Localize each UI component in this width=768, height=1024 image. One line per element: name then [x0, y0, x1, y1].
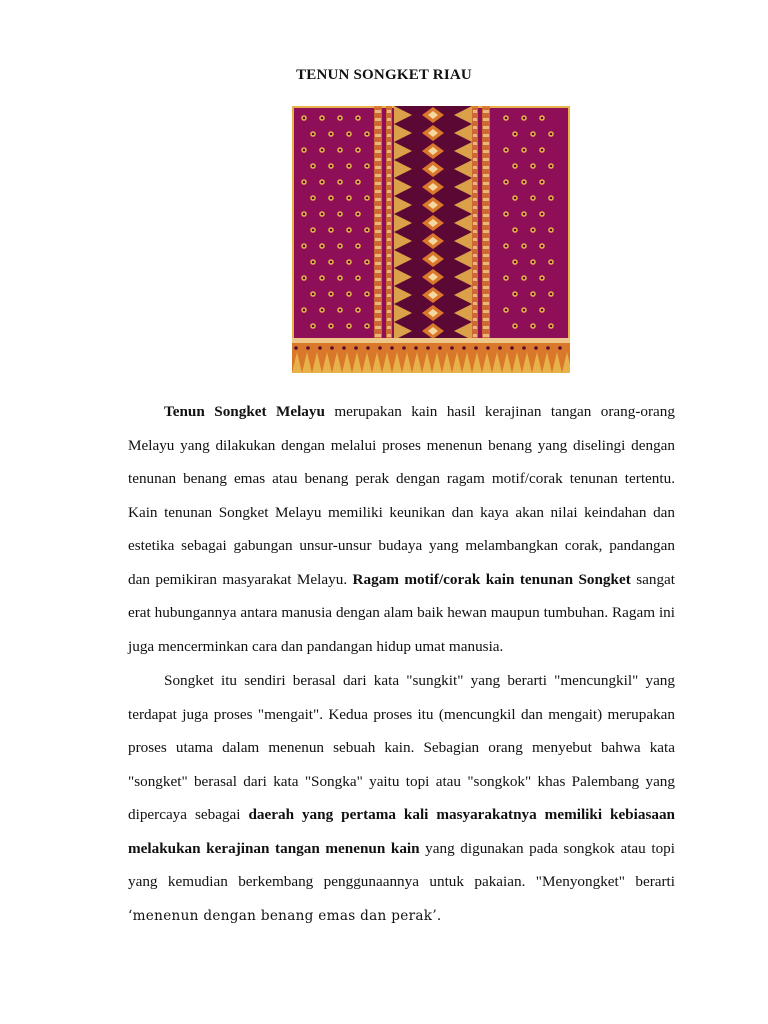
bottom-dot [342, 346, 346, 350]
left-motif-inner [330, 229, 333, 232]
right-motif-inner [550, 293, 553, 296]
band-stitch [473, 206, 477, 209]
paragraph-2-run-3: yang digunakan pada songkok atau topi yang kemudian berkembang penggunaannya untuk pakaian. "Menyongket" berarti [128, 839, 675, 890]
left-motif-inner [321, 309, 324, 312]
band-stitch [387, 270, 391, 273]
band-stitch [483, 110, 489, 113]
band-stitch [473, 190, 477, 193]
right-motif-inner [514, 197, 517, 200]
left-motif-inner [321, 277, 324, 280]
left-motif-inner [312, 293, 315, 296]
band-stitch [483, 150, 489, 153]
band-stitch [473, 286, 477, 289]
band-stitch [375, 198, 381, 201]
band-stitch [473, 230, 477, 233]
band-stitch [483, 238, 489, 241]
paragraph-1-run-4: sangat erat hubungannya antara manusia dengan alam baik hewan maupun tumbuhan. Ragam ini juga mencerminkan cara dan pandangan hidup umat manusia. [128, 570, 676, 655]
left-motif-inner [330, 197, 333, 200]
band-stitch [483, 302, 489, 305]
band-stitch [375, 142, 381, 145]
left-motif-inner [330, 293, 333, 296]
band-stitch [473, 150, 477, 153]
band-stitch [387, 334, 391, 337]
band-stitch [387, 190, 391, 193]
band-stitch [473, 142, 477, 145]
left-motif-inner [348, 229, 351, 232]
paragraph-2-run-4: ‘menenun dengan benang emas dan perak’. [128, 907, 442, 924]
left-motif-inner [330, 165, 333, 168]
right-motif-inner [532, 165, 535, 168]
right-motif-inner [541, 149, 544, 152]
band-stitch [473, 254, 477, 257]
left-motif-inner [348, 197, 351, 200]
band-stitch [375, 150, 381, 153]
band-stitch [375, 262, 381, 265]
left-motif-inner [321, 245, 324, 248]
band-stitch [375, 238, 381, 241]
band-stitch [483, 142, 489, 145]
band-stitch [483, 246, 489, 249]
band-stitch [483, 326, 489, 329]
band-stitch [387, 238, 391, 241]
songket-textile-illustration [292, 106, 570, 373]
band-stitch [375, 182, 381, 185]
right-motif-inner [514, 229, 517, 232]
left-motif-inner [303, 149, 306, 152]
bottom-dot [474, 346, 478, 350]
bottom-dot [318, 346, 322, 350]
bottom-dot [438, 346, 442, 350]
band-stitch [483, 334, 489, 337]
right-motif-inner [532, 261, 535, 264]
band-stitch [473, 270, 477, 273]
band-stitch [387, 246, 391, 249]
band-stitch [387, 150, 391, 153]
paragraph-2-run-2: daerah yang pertama kali masyarakatnya memiliki kebiasaan melakukan kerajinan tangan menenun kain [128, 806, 675, 857]
paragraph-2-run-1: Songket itu sendiri berasal dari kata "sungkit" yang berarti "mencungkil" yang terdapat juga proses "mengait". Kedua proses itu (mencungkil dan mengait) merupakan proses utama dalam menenun sebuah kain. Sebagian orang menyebut bahwa kata "songket" berasal dari kata "Songka" yaitu topi atau "songkok" khas Palembang yang dipercaya sebagai [128, 672, 675, 823]
right-motif-inner [550, 261, 553, 264]
page-title: TENUN SONGKET RIAU [296, 67, 472, 83]
band-stitch [375, 118, 381, 121]
bottom-dot [498, 346, 502, 350]
right-motif-inner [523, 149, 526, 152]
right-motif-inner [505, 277, 508, 280]
right-motif-inner [550, 229, 553, 232]
band-stitch [483, 158, 489, 161]
paragraph-2 [128, 664, 675, 933]
band-stitch [483, 222, 489, 225]
right-motif-inner [523, 181, 526, 184]
band-stitch [483, 318, 489, 321]
band-stitch [375, 334, 381, 337]
left-motif-inner [357, 213, 360, 216]
left-motif-inner [303, 277, 306, 280]
band-stitch [473, 238, 477, 241]
bottom-dot [558, 346, 562, 350]
left-motif-inner [348, 325, 351, 328]
band-stitch [473, 158, 477, 161]
left-motif-inner [366, 133, 369, 136]
bottom-dot [486, 346, 490, 350]
band-stitch [387, 198, 391, 201]
band-stitch [387, 110, 391, 113]
band-stitch [473, 302, 477, 305]
right-motif-inner [514, 165, 517, 168]
band-stitch [387, 214, 391, 217]
band-stitch [483, 126, 489, 129]
bottom-dot [354, 346, 358, 350]
band-stitch [473, 334, 477, 337]
band-stitch [483, 270, 489, 273]
band-stitch [375, 302, 381, 305]
band-stitch [375, 214, 381, 217]
band-stitch [473, 318, 477, 321]
band-stitch [483, 230, 489, 233]
left-motif-inner [339, 245, 342, 248]
band-stitch [387, 222, 391, 225]
left-motif-inner [303, 213, 306, 216]
right-motif-inner [514, 133, 517, 136]
band-stitch [483, 190, 489, 193]
left-motif-inner [357, 149, 360, 152]
band-stitch [387, 158, 391, 161]
band-stitch [375, 158, 381, 161]
band-stitch [483, 134, 489, 137]
band-stitch [387, 134, 391, 137]
left-motif-inner [357, 117, 360, 120]
left-motif-inner [366, 293, 369, 296]
right-motif-inner [505, 181, 508, 184]
band-stitch [387, 182, 391, 185]
band-stitch [375, 246, 381, 249]
band-stitch [375, 294, 381, 297]
right-motif-inner [550, 133, 553, 136]
band-stitch [483, 198, 489, 201]
band-stitch [387, 126, 391, 129]
band-stitch [483, 206, 489, 209]
band-stitch [483, 278, 489, 281]
band-stitch [375, 318, 381, 321]
left-motif-inner [357, 245, 360, 248]
left-motif-inner [330, 325, 333, 328]
band-stitch [375, 110, 381, 113]
left-motif-inner [339, 277, 342, 280]
right-motif-inner [550, 325, 553, 328]
bottom-dot [462, 346, 466, 350]
paragraph-1-run-2: merupakan kain hasil kerajinan tangan orang-orang Melayu yang dilakukan dengan melalui proses menenun benang yang diselingi dengan tenunan benang emas atau benang perak dengan ragam motif/corak tenunan tertentu. Kain tenunan Songket Melayu memiliki keunikan dan kaya akan nilai keindahan dan estetika sebagai gabungan unsur-unsur budaya yang melambangkan corak, pandangan dan pemikiran masyarakat Melayu. [128, 403, 675, 588]
band-stitch [387, 326, 391, 329]
songket-image [292, 106, 570, 373]
band-stitch [473, 174, 477, 177]
right-motif-inner [541, 245, 544, 248]
paragraph-1-run-3: Ragam motif/corak kain tenunan Songket [352, 570, 631, 588]
left-motif-inner [321, 117, 324, 120]
band-stitch [375, 174, 381, 177]
paragraph-1-run-1: Tenun Songket Melayu [164, 403, 325, 420]
left-motif-inner [303, 181, 306, 184]
right-motif-inner [523, 117, 526, 120]
left-motif-inner [366, 165, 369, 168]
left-motif-inner [321, 149, 324, 152]
bottom-dot [378, 346, 382, 350]
right-motif-inner [505, 245, 508, 248]
band-stitch [375, 190, 381, 193]
band-stitch [473, 182, 477, 185]
band-stitch [387, 302, 391, 305]
band-stitch [375, 286, 381, 289]
left-motif-inner [303, 245, 306, 248]
left-motif-inner [366, 261, 369, 264]
right-motif-inner [514, 261, 517, 264]
bottom-dot [450, 346, 454, 350]
left-motif-inner [366, 229, 369, 232]
right-motif-inner [514, 325, 517, 328]
band-stitch [473, 222, 477, 225]
band-stitch [387, 142, 391, 145]
bottom-dot [330, 346, 334, 350]
band-stitch [387, 166, 391, 169]
band-stitch [387, 278, 391, 281]
bottom-dot [306, 346, 310, 350]
left-motif-inner [330, 261, 333, 264]
right-motif-inner [550, 197, 553, 200]
band-stitch [483, 294, 489, 297]
bottom-stripe [292, 338, 570, 343]
left-motif-inner [339, 213, 342, 216]
left-motif-inner [357, 181, 360, 184]
right-motif-inner [523, 277, 526, 280]
band-stitch [483, 262, 489, 265]
band-stitch [473, 246, 477, 249]
bottom-dot [522, 346, 526, 350]
band-stitch [387, 230, 391, 233]
band-stitch [387, 118, 391, 121]
band-stitch [473, 134, 477, 137]
left-motif-inner [366, 197, 369, 200]
right-motif-inner [541, 277, 544, 280]
band-stitch [387, 254, 391, 257]
band-stitch [473, 166, 477, 169]
band-stitch [375, 134, 381, 137]
left-motif-inner [339, 309, 342, 312]
band-stitch [375, 126, 381, 129]
band-stitch [375, 278, 381, 281]
right-motif-inner [523, 309, 526, 312]
right-motif-inner [523, 245, 526, 248]
bottom-dot [546, 346, 550, 350]
right-motif-inner [514, 293, 517, 296]
band-stitch [483, 174, 489, 177]
band-stitch [483, 182, 489, 185]
left-motif-inner [312, 261, 315, 264]
right-motif-inner [505, 309, 508, 312]
band-stitch [375, 206, 381, 209]
bottom-dot [426, 346, 430, 350]
bottom-dot [510, 346, 514, 350]
band-stitch [473, 310, 477, 313]
right-motif-inner [505, 213, 508, 216]
left-motif-inner [312, 165, 315, 168]
right-motif-inner [532, 133, 535, 136]
band-stitch [473, 118, 477, 121]
band-stitch [473, 214, 477, 217]
band-stitch [473, 326, 477, 329]
right-motif-inner [532, 293, 535, 296]
band-stitch [375, 230, 381, 233]
bottom-dot [366, 346, 370, 350]
band-stitch [483, 166, 489, 169]
left-motif-inner [339, 181, 342, 184]
left-motif-inner [348, 165, 351, 168]
bottom-dot [402, 346, 406, 350]
band-stitch [473, 262, 477, 265]
band-stitch [387, 174, 391, 177]
band-stitch [375, 254, 381, 257]
bottom-dot [534, 346, 538, 350]
band-stitch [375, 166, 381, 169]
left-motif-inner [312, 229, 315, 232]
left-motif-inner [348, 133, 351, 136]
left-motif-inner [321, 181, 324, 184]
bottom-dot [390, 346, 394, 350]
left-motif-inner [348, 293, 351, 296]
band-stitch [483, 286, 489, 289]
right-motif-inner [550, 165, 553, 168]
right-motif-inner [541, 117, 544, 120]
band-stitch [483, 214, 489, 217]
bottom-dot [414, 346, 418, 350]
band-stitch [473, 126, 477, 129]
left-motif-inner [339, 117, 342, 120]
paragraph-1 [128, 395, 675, 663]
left-motif-inner [303, 117, 306, 120]
left-motif-inner [348, 261, 351, 264]
right-motif-inner [532, 325, 535, 328]
bottom-dot [294, 346, 298, 350]
left-motif-inner [357, 277, 360, 280]
right-motif-inner [541, 181, 544, 184]
band-stitch [483, 310, 489, 313]
band-stitch [387, 206, 391, 209]
band-stitch [473, 198, 477, 201]
left-motif-inner [312, 197, 315, 200]
band-stitch [387, 294, 391, 297]
right-motif-inner [505, 117, 508, 120]
band-stitch [375, 270, 381, 273]
right-motif-inner [541, 213, 544, 216]
band-stitch [473, 278, 477, 281]
right-motif-inner [532, 197, 535, 200]
left-motif-inner [303, 309, 306, 312]
left-motif-inner [366, 325, 369, 328]
band-stitch [387, 318, 391, 321]
band-stitch [387, 286, 391, 289]
right-motif-inner [505, 149, 508, 152]
band-stitch [375, 222, 381, 225]
right-motif-inner [541, 309, 544, 312]
band-stitch [473, 110, 477, 113]
band-stitch [387, 310, 391, 313]
band-stitch [375, 326, 381, 329]
left-motif-inner [312, 133, 315, 136]
left-motif-inner [312, 325, 315, 328]
band-stitch [483, 254, 489, 257]
band-stitch [375, 310, 381, 313]
right-motif-inner [532, 229, 535, 232]
left-motif-inner [330, 133, 333, 136]
right-motif-inner [523, 213, 526, 216]
left-motif-inner [357, 309, 360, 312]
left-motif-inner [339, 149, 342, 152]
band-stitch [387, 262, 391, 265]
band-stitch [473, 294, 477, 297]
left-motif-inner [321, 213, 324, 216]
band-stitch [483, 118, 489, 121]
